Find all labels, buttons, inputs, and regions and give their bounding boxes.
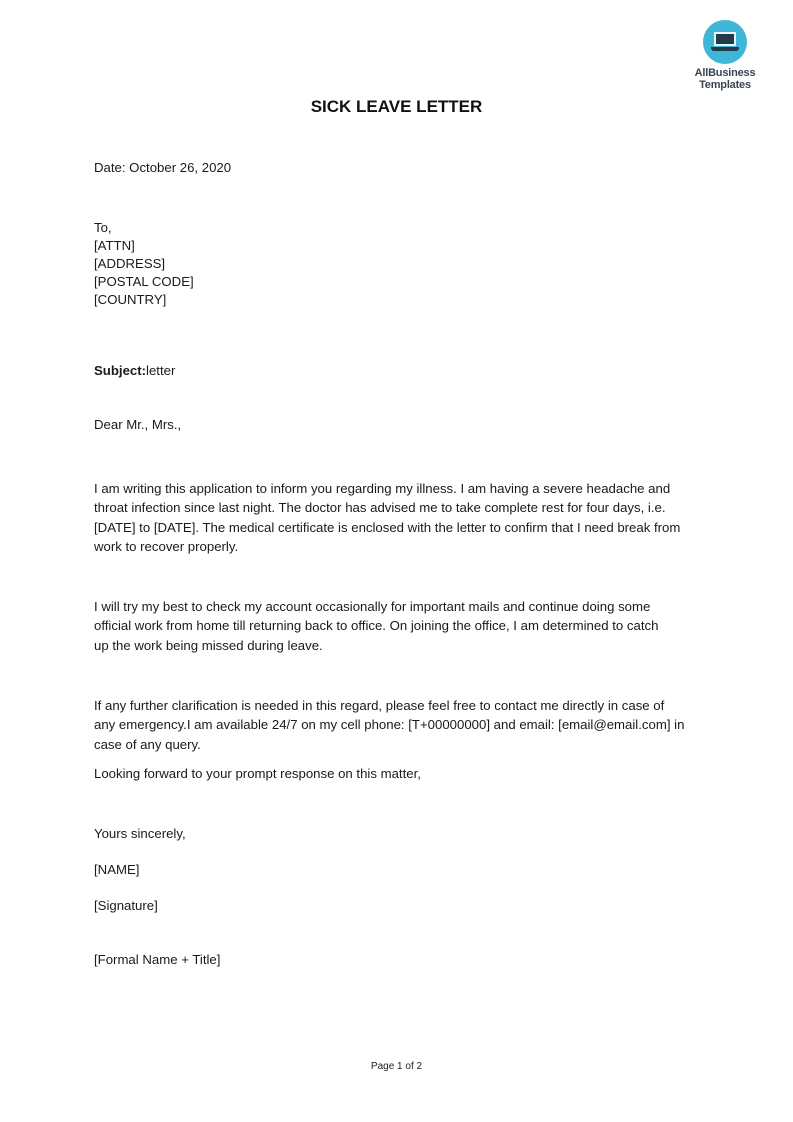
recipient-country: [COUNTRY] — [94, 292, 167, 307]
paragraph-line: work to recover properly. — [94, 538, 239, 554]
paragraph-line: [DATE] to [DATE]. The medical certificate is enclosed with the letter to confirm that I need break from — [94, 519, 681, 535]
sign-off: Yours sincerely, — [94, 826, 186, 841]
paragraph-line: case of any query. — [94, 736, 201, 752]
paragraph-line: If any further clarification is needed in this regard, please feel free to contact me directly in case of — [94, 698, 665, 713]
laptop-icon — [703, 20, 747, 64]
paragraph-line: I am writing this application to inform you regarding my illness. I am having a severe headache and — [94, 481, 671, 496]
paragraph-line: throat infection since last night. The doctor has advised me to take complete rest for four days, i.e. — [94, 500, 666, 516]
letter-date: Date: October 26, 2020 — [94, 160, 232, 175]
sender-name: [NAME] — [94, 862, 140, 877]
logo-line-1: AllBusiness — [694, 67, 756, 79]
paragraph-work-from-home — [94, 597, 699, 655]
subject-value: letter — [146, 363, 176, 378]
paragraph-contact — [94, 696, 699, 754]
recipient-attn: [ATTN] — [94, 238, 135, 253]
page-indicator: Page 1 of 2 — [370, 1061, 423, 1072]
recipient-address: [ADDRESS] — [94, 256, 166, 271]
brand-logo — [690, 20, 760, 91]
closing-line: Looking forward to your prompt response on this matter, — [94, 766, 421, 781]
document-title: SICK LEAVE LETTER — [310, 97, 483, 116]
formal-name-title: [Formal Name + Title] — [94, 952, 221, 967]
paragraph-line: any emergency.I am available 24/7 on my cell phone: [T+00000000] and email: [email@email.com] in — [94, 717, 685, 733]
logo-line-2: Templates — [699, 79, 751, 91]
logo-text — [690, 67, 760, 91]
subject-line — [94, 361, 175, 380]
recipient-to: To, — [94, 220, 112, 235]
paragraph-line: official work from home till returning back to office. On joining the office, I am determined to catch — [94, 618, 659, 634]
paragraph-illness — [94, 479, 699, 556]
recipient-postal-code: [POSTAL CODE] — [94, 274, 194, 289]
paragraph-line: up the work being missed during leave. — [94, 637, 323, 653]
paragraph-line: I will try my best to check my account occasionally for important mails and continue doing some — [94, 599, 651, 614]
subject-label: Subject: — [94, 363, 147, 378]
signature-placeholder: [Signature] — [94, 898, 158, 913]
salutation: Dear Mr., Mrs., — [94, 417, 182, 432]
